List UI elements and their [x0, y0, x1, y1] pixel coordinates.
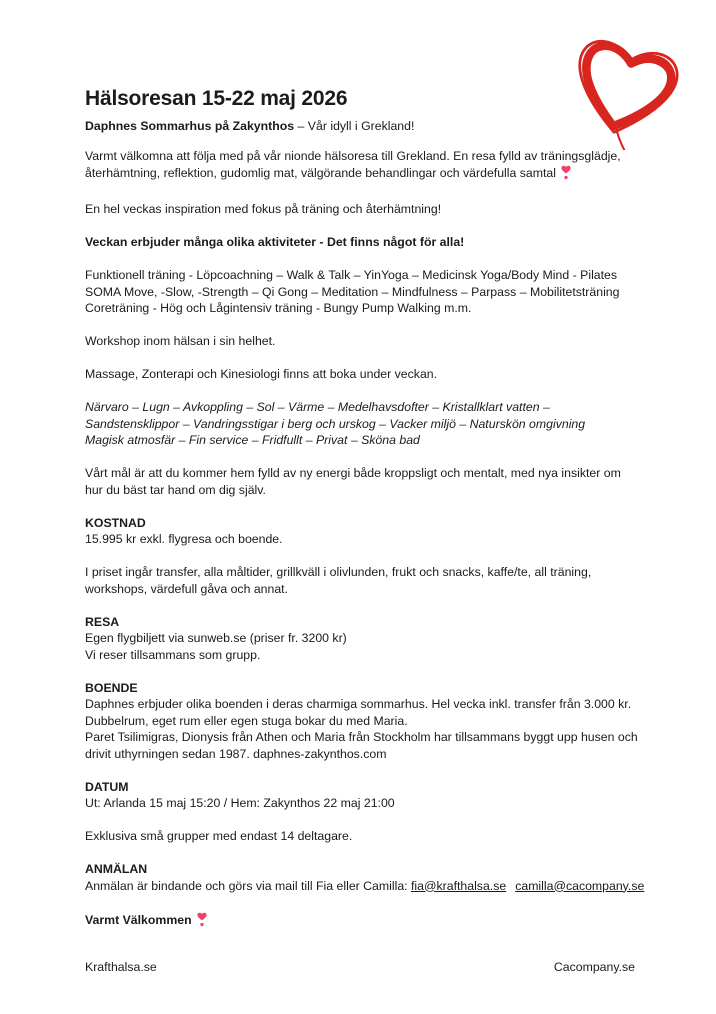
- activities-line-3: Coreträning - Hög och Lågintensiv träning - Bungy Pump Walking m.m.: [85, 301, 472, 315]
- activities-list: [85, 267, 666, 317]
- intro-line-2: återhämtning, reflektion, gudomlig mat, välgörande behandlingar och värdefulla samtal: [85, 164, 666, 185]
- footer-right: Cacompany.se: [553, 960, 635, 974]
- resa-heading: RESA: [85, 614, 120, 629]
- footer: [85, 959, 635, 975]
- kostnad-included: I priset ingår transfer, alla måltider, grillkväll i olivlunden, frukt och snacks, kaffe/te, all träning, workshops, värdefull gåva och annat.: [85, 565, 592, 596]
- activities-line-1: Funktionell träning - Löpcoachning – Walk & Talk – YinYoga – Medicinsk Yoga/Body Mind - Pilates: [85, 268, 618, 282]
- email-link-camilla[interactable]: camilla@cacompany.se: [515, 878, 645, 893]
- anmalan-heading: ANMÄLAN: [85, 862, 148, 876]
- kostnad-heading: KOSTNAD: [85, 515, 146, 530]
- kostnad-price: 15.995 kr exkl. flygresa och boende.: [85, 532, 283, 546]
- inspiration-paragraph: En hel veckas inspiration med fokus på träning och återhämtning!: [85, 202, 442, 216]
- intro-paragraph: [85, 148, 666, 185]
- group-size-paragraph: Exklusiva små grupper med endast 14 deltagare.: [85, 829, 353, 843]
- heart-exclamation-icon: [196, 911, 208, 932]
- footer-left: Krafthalsa.se: [85, 960, 157, 974]
- closing-paragraph: Varmt Välkommen: [85, 911, 666, 932]
- page-title: Hälsoresan 15-22 maj 2026: [85, 87, 348, 110]
- datum-section: DATUM Ut: Arlanda 15 maj 15:20 / Hem: Zakynthos 22 maj 21:00: [85, 779, 666, 812]
- intro-line-1: Varmt välkomna att följa med på vår nionde hälsoresa till Grekland. En resa fylld av träningsglädje,: [85, 148, 621, 163]
- boende-heading: BOENDE: [85, 680, 138, 695]
- goal-paragraph: Vårt mål är att du kommer hem fylld av ny energi både kroppsligt och mentalt, med nya insikter om hur du bäst tar hand om dig själv.: [85, 466, 621, 497]
- email-link-fia[interactable]: fia@krafthalsa.se: [411, 878, 507, 893]
- activities-heading: Veckan erbjuder många olika aktiviteter - Det finns något för alla!: [85, 235, 465, 249]
- activities-line-2: SOMA Move, -Slow, -Strength – Qi Gong – Meditation – Mindfulness – Parpass – Mobilitetsträning: [85, 284, 620, 299]
- treatments-paragraph: Massage, Zonterapi och Kinesiologi finns att boka under veckan.: [85, 367, 438, 381]
- workshop-paragraph: Workshop inom hälsan i sin helhet.: [85, 334, 276, 348]
- subtitle: [85, 118, 666, 135]
- ambience-line-2: Sandstensklippor – Vandringsstigar i berg och urskog – Vacker miljö – Naturskön omgivning: [85, 416, 586, 431]
- subtitle-rest: – Vår idyll i Grekland!: [294, 119, 415, 133]
- heart-exclamation-icon: [560, 164, 572, 185]
- datum-heading: DATUM: [85, 779, 129, 794]
- ambience-line-3: Magisk atmosfär – Fin service – Fridfullt – Privat – Sköna bad: [85, 433, 420, 447]
- kostnad-section: [85, 515, 666, 548]
- anmalan-line: Anmälan är bindande och görs via mail till Fia eller Camilla: fia@krafthalsa.se camilla@cacompany.se: [85, 878, 645, 893]
- anmalan-section: [85, 861, 666, 894]
- ambience-paragraph: [85, 399, 666, 449]
- boende-section: BOENDE Daphnes erbjuder olika boenden i deras charmiga sommarhus. Hel vecka inkl. transfer från 3.000 kr. Dubbelrum, eget rum eller egen stuga bokar du med Maria. Paret Tsilimigras, Dionysis från Athen och Maria från Stockholm har tillsammans byggt upp husen och drivit uthyrningen sedan 1987. daphnes-zakynthos.com: [85, 680, 666, 763]
- ambience-line-1: Närvaro – Lugn – Avkoppling – Sol – Värme – Medelhavsdofter – Kristallklart vatten –: [85, 400, 550, 414]
- resa-section: RESA Egen flygbiljett via sunweb.se (priser fr. 3200 kr) Vi reser tillsammans som grupp.: [85, 614, 666, 664]
- subtitle-bold: Daphnes Sommarhus på Zakynthos: [85, 119, 295, 133]
